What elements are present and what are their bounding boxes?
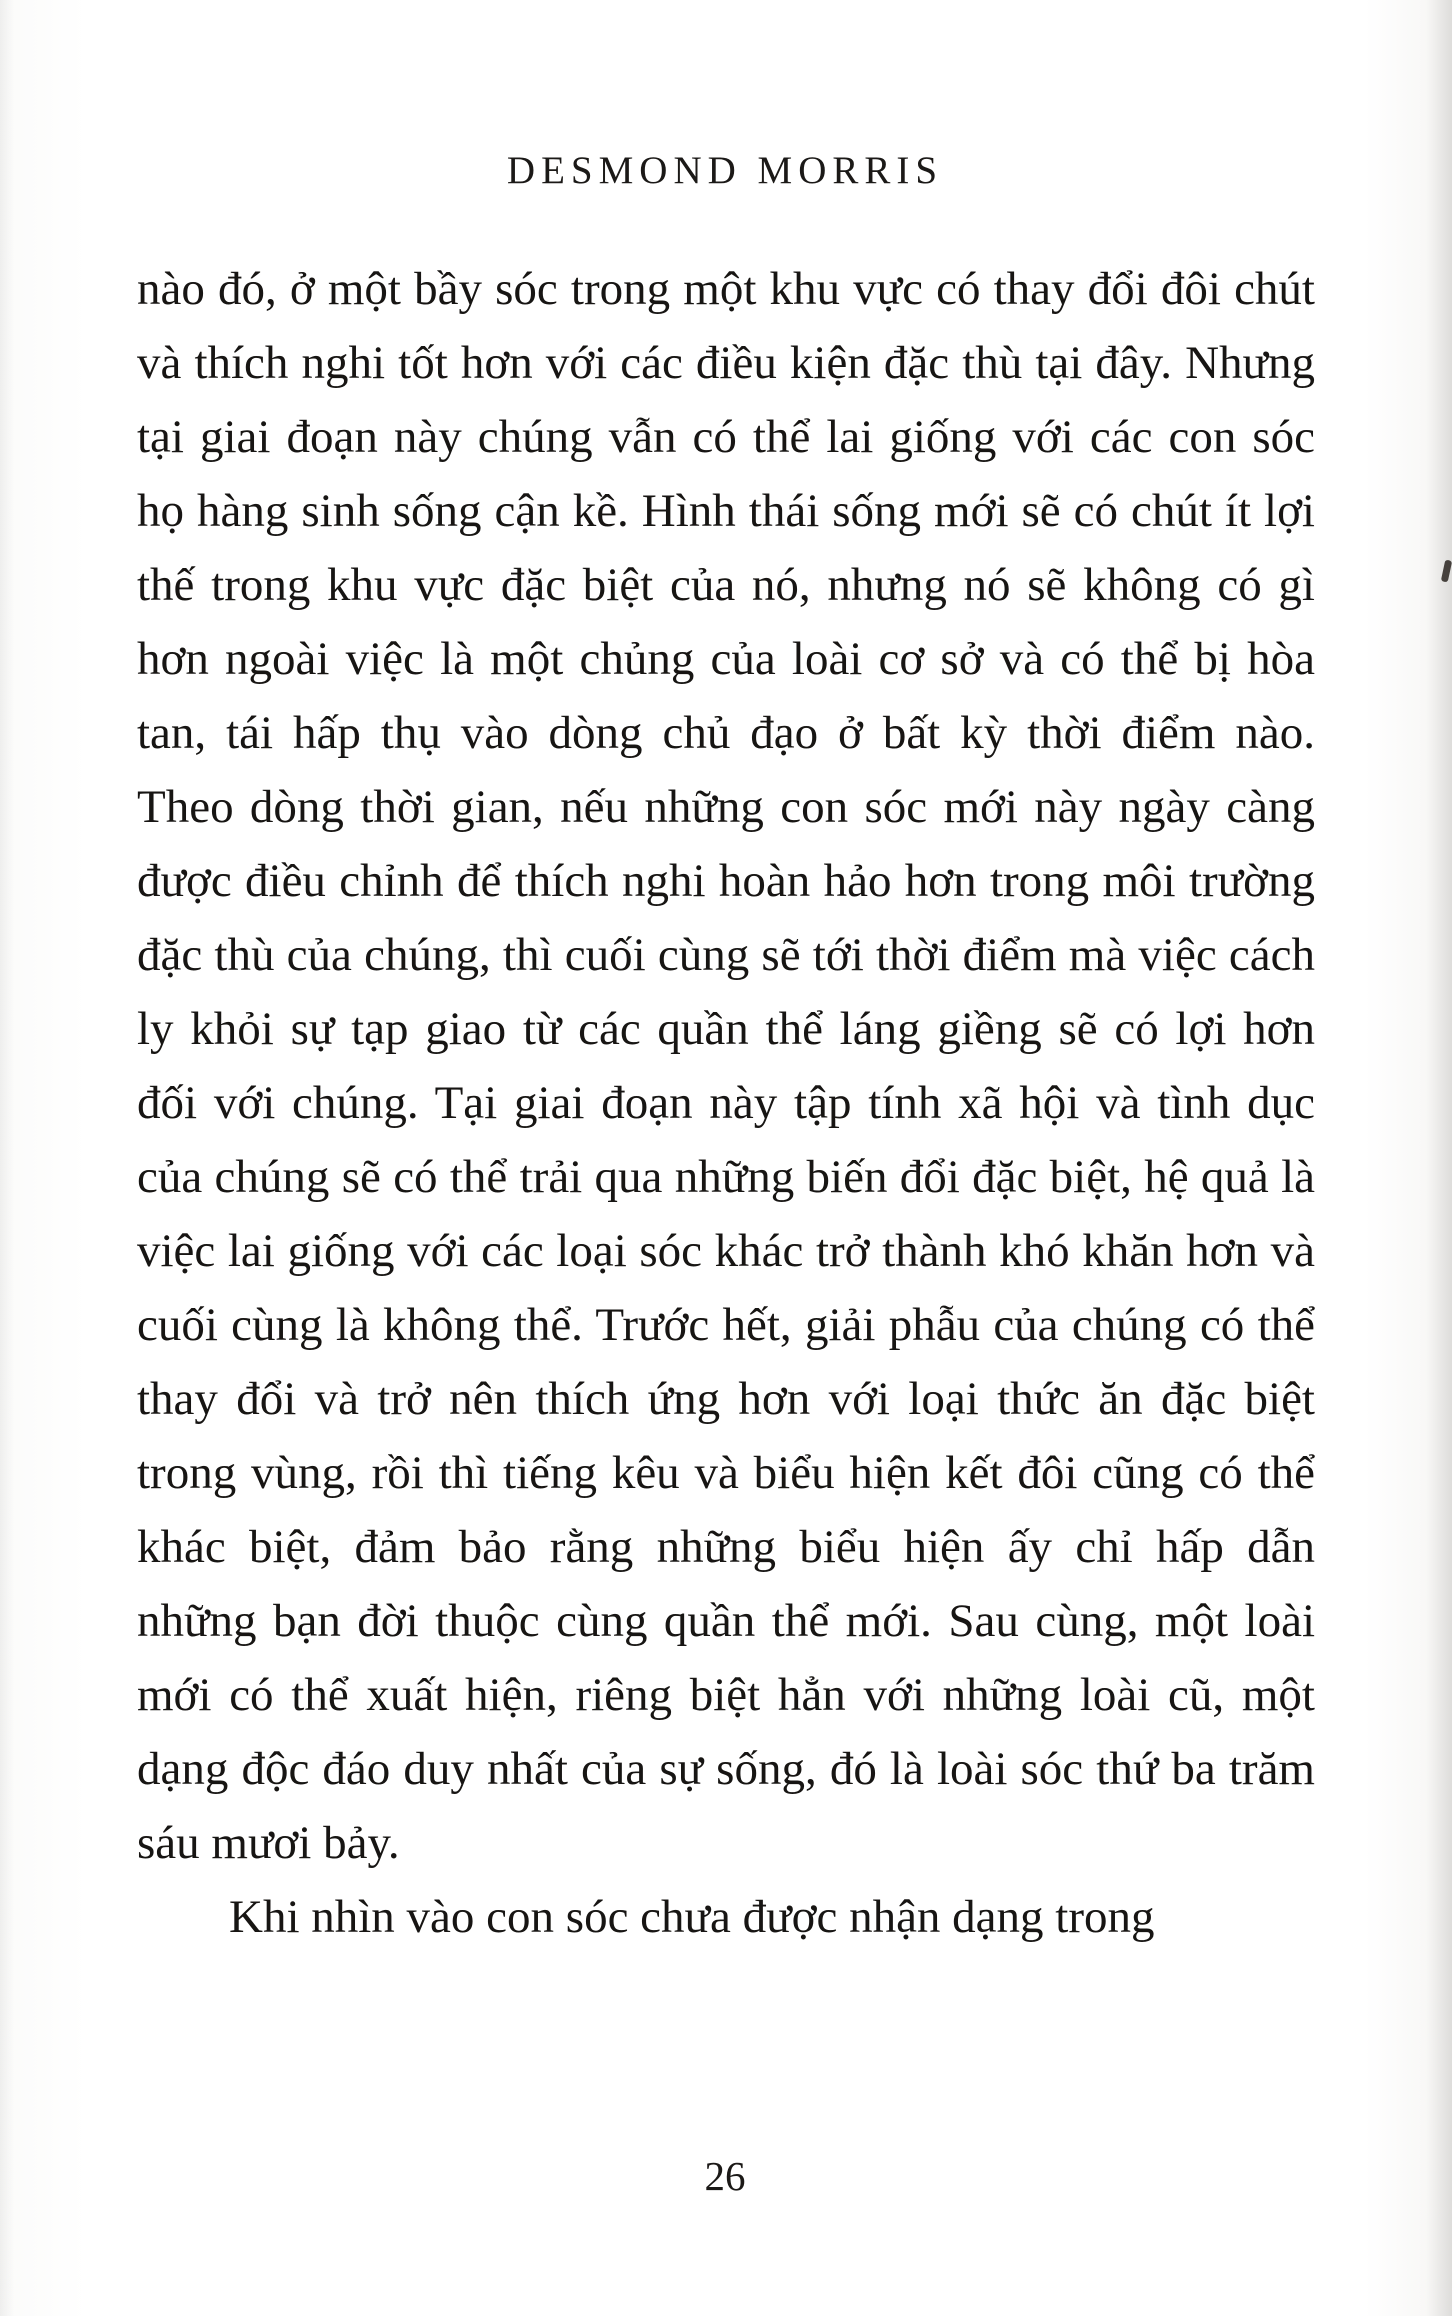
scan-ink-speck [1441, 560, 1452, 583]
running-header-author: DESMOND MORRIS [506, 149, 944, 192]
paragraph-new: Khi nhìn vào con sóc chưa được nhận dạng trong [229, 1891, 1155, 1943]
page-number: 26 [704, 2153, 746, 2199]
page-edge-shadow-left [0, 0, 14, 2316]
page-edge-shadow-right [1426, 0, 1452, 2316]
paragraph-continuation: nào đó, ở một bầy sóc trong một khu vực có thay đổi đôi chút và thích nghi tốt hơn với các điều kiện đặc thù tại đây. Nhưng tại giai đoạn này chúng vẫn có thể lai giống với các con sóc họ hàng sinh sống cận kề. Hình thái sống mới sẽ có chút ít lợi thế trong khu vực đặc biệt của nó, nhưng nó sẽ không có gì hơn ngoài việc là một chủng của loài cơ sở và có thể bị hòa tan, tái hấp thụ vào dòng chủ đạo ở bất kỳ thời điểm nào. Theo dòng thời gian, nếu những con sóc mới này ngày càng được điều chỉnh để thích nghi hoàn hảo hơn trong môi trường đặc thù của chúng, thì cuối cùng sẽ tới thời điểm mà việc cách ly khỏi sự tạp giao từ các quần thể láng giềng sẽ có lợi hơn đối với chúng. Tại giai đoạn này tập tính xã hội và tình dục của chúng sẽ có thể trải qua những biến đổi đặc biệt, hệ quả là việc lai giống với các loại sóc khác trở thành khó khăn hơn và cuối cùng là không thể. Trước hết, giải phẫu của chúng có thể thay đổi và trở nên thích ứng hơn với loại thức ăn đặc biệt trong vùng, rồi thì tiếng kêu và biểu hiện kết đôi cũng có thể khác biệt, đảm bảo rằng những biểu hiện ấy chỉ hấp dẫn những bạn đời thuộc cùng quần thể mới. Sau cùng, một loài mới có thể xuất hiện, riêng biệt hẳn với những loài cũ, một dạng độc đáo duy nhất của sự sống, đó là loài sóc thứ ba trăm sáu mươi bảy. [137, 263, 1315, 1869]
body-text-block [137, 252, 1315, 1954]
